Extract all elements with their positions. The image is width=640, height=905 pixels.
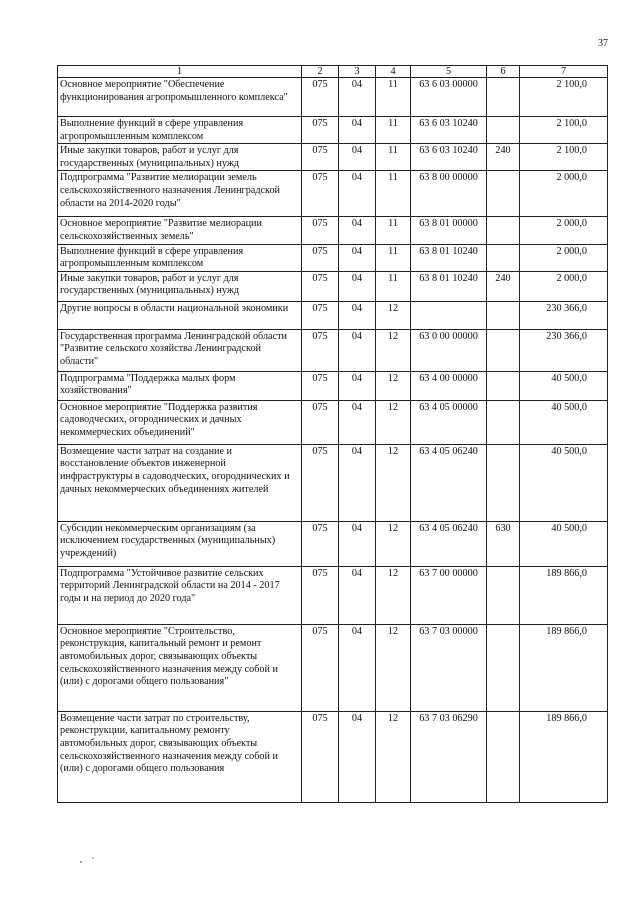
cell-amount: 2 000,0	[520, 171, 608, 217]
cell-amount: 230 366,0	[520, 301, 608, 329]
cell-amount: 2 000,0	[520, 217, 608, 244]
cell-code: 075	[302, 444, 339, 521]
cell-target: 63 4 05 00000	[411, 400, 487, 444]
cell-subsection: 11	[376, 271, 411, 301]
cell-subsection: 12	[376, 400, 411, 444]
cell-target: 63 8 00 00000	[411, 171, 487, 217]
column-header: 3	[339, 66, 376, 78]
cell-code: 075	[302, 171, 339, 217]
cell-section: 04	[339, 521, 376, 566]
cell-code: 075	[302, 244, 339, 271]
cell-section: 04	[339, 444, 376, 521]
cell-subsection: 12	[376, 711, 411, 802]
row-name: Другие вопросы в области национальной экономики	[58, 301, 302, 329]
column-header: 1	[58, 66, 302, 78]
scan-speck	[92, 857, 93, 858]
cell-code: 075	[302, 624, 339, 711]
cell-amount: 189 866,0	[520, 624, 608, 711]
cell-subsection: 11	[376, 78, 411, 117]
cell-subsection: 12	[376, 444, 411, 521]
cell-section: 04	[339, 244, 376, 271]
row-name: Возмещение части затрат по строительству, реконструкции, капитальному ремонту автомобильных дорог, связывающих объекты сельскохозяйственного назначения между собой и (или) с дорогами общего пользования	[58, 711, 302, 802]
cell-target: 63 6 03 10240	[411, 144, 487, 171]
row-name: Основное мероприятие "Строительство, реконструкция, капитальный ремонт и ремонт автомобильных дорог, связывающих объекты сельскохозяйственного назначения между собой и (или) с дорогами общего пользования"	[58, 624, 302, 711]
cell-section: 04	[339, 624, 376, 711]
cell-target: 63 7 03 00000	[411, 624, 487, 711]
cell-amount: 2 100,0	[520, 117, 608, 144]
cell-amount: 2 100,0	[520, 144, 608, 171]
row-name: Подпрограмма "Развитие мелиорации земель сельскохозяйственного назначения Ленинградской области на 2014-2020 годы"	[58, 171, 302, 217]
cell-amount: 40 500,0	[520, 444, 608, 521]
row-name: Выполнение функций в сфере управления агропромышленным комплексом	[58, 117, 302, 144]
cell-section: 04	[339, 117, 376, 144]
cell-code: 075	[302, 329, 339, 371]
cell-section: 04	[339, 271, 376, 301]
row-name: Субсидии некоммерческим организациям (за исключением государственных (муниципальных) учреждений)	[58, 521, 302, 566]
column-header: 5	[411, 66, 487, 78]
row-name: Основное мероприятие "Поддержка развития садоводческих, огороднических и дачных некоммерческих объединений"	[58, 400, 302, 444]
cell-code: 075	[302, 78, 339, 117]
cell-target: 63 4 05 06240	[411, 521, 487, 566]
cell-target: 63 4 05 06240	[411, 444, 487, 521]
cell-target: 63 6 03 10240	[411, 117, 487, 144]
cell-code: 075	[302, 271, 339, 301]
cell-section: 04	[339, 301, 376, 329]
cell-subsection: 11	[376, 144, 411, 171]
cell-amount: 40 500,0	[520, 371, 608, 400]
row-name: Основное мероприятие "Обеспечение функционирования агропромышленного комплекса"	[58, 78, 302, 117]
cell-section: 04	[339, 78, 376, 117]
cell-amount: 2 100,0	[520, 78, 608, 117]
row-name: Основное мероприятие "Развитие мелиорации сельскохозяйственных земель"	[58, 217, 302, 244]
cell-code: 075	[302, 301, 339, 329]
cell-amount: 2 000,0	[520, 271, 608, 301]
row-name: Иные закупки товаров, работ и услуг для государственных (муниципальных) нужд	[58, 144, 302, 171]
cell-code: 075	[302, 117, 339, 144]
row-name: Возмещение части затрат на создание и восстановление объектов инженерной инфраструктуры в садоводческих, огороднических и дачных некоммерческих объединениях жителей	[58, 444, 302, 521]
cell-subsection: 12	[376, 371, 411, 400]
cell-expense-type: 630	[487, 521, 520, 566]
cell-amount: 40 500,0	[520, 400, 608, 444]
scan-speck	[80, 861, 82, 863]
row-name: Подпрограмма "Устойчивое развитие сельских территорий Ленинградской области на 2014 - 2017 годы и на период до 2020 года"	[58, 566, 302, 624]
cell-subsection: 11	[376, 244, 411, 271]
cell-code: 075	[302, 711, 339, 802]
row-name: Выполнение функций в сфере управления агропромышленным комплексом	[58, 244, 302, 271]
cell-target: 63 6 03 00000	[411, 78, 487, 117]
column-header: 7	[520, 66, 608, 78]
cell-target: 63 0 00 00000	[411, 329, 487, 371]
cell-target: 63 7 03 06290	[411, 711, 487, 802]
cell-subsection: 12	[376, 329, 411, 371]
cell-target: 63 8 01 10240	[411, 271, 487, 301]
cell-target: 63 8 01 00000	[411, 217, 487, 244]
cell-subsection: 12	[376, 566, 411, 624]
row-name: Государственная программа Ленинградской области "Развитие сельского хозяйства Ленинградской области"	[58, 329, 302, 371]
cell-amount: 2 000,0	[520, 244, 608, 271]
column-header: 2	[302, 66, 339, 78]
cell-subsection: 11	[376, 117, 411, 144]
cell-subsection: 12	[376, 301, 411, 329]
cell-subsection: 12	[376, 624, 411, 711]
column-header: 4	[376, 66, 411, 78]
cell-expense-type: 240	[487, 144, 520, 171]
row-name: Иные закупки товаров, работ и услуг для государственных (муниципальных) нужд	[58, 271, 302, 301]
cell-subsection: 11	[376, 171, 411, 217]
cell-section: 04	[339, 400, 376, 444]
cell-amount: 40 500,0	[520, 521, 608, 566]
cell-subsection: 11	[376, 217, 411, 244]
cell-section: 04	[339, 566, 376, 624]
cell-amount: 230 366,0	[520, 329, 608, 371]
cell-amount: 189 866,0	[520, 566, 608, 624]
cell-code: 075	[302, 521, 339, 566]
cell-code: 075	[302, 371, 339, 400]
cell-target: 63 8 01 10240	[411, 244, 487, 271]
cell-target: 63 7 00 00000	[411, 566, 487, 624]
cell-subsection: 12	[376, 521, 411, 566]
cell-section: 04	[339, 144, 376, 171]
page-number: 37	[598, 38, 608, 49]
cell-code: 075	[302, 400, 339, 444]
cell-section: 04	[339, 711, 376, 802]
cell-target: 63 4 00 00000	[411, 371, 487, 400]
cell-code: 075	[302, 144, 339, 171]
cell-expense-type: 240	[487, 271, 520, 301]
cell-section: 04	[339, 217, 376, 244]
cell-section: 04	[339, 371, 376, 400]
row-name: Подпрограмма "Поддержка малых форм хозяйствования"	[58, 371, 302, 400]
cell-code: 075	[302, 566, 339, 624]
cell-code: 075	[302, 217, 339, 244]
cell-section: 04	[339, 329, 376, 371]
cell-section: 04	[339, 171, 376, 217]
cell-amount: 189 866,0	[520, 711, 608, 802]
column-header: 6	[487, 66, 520, 78]
